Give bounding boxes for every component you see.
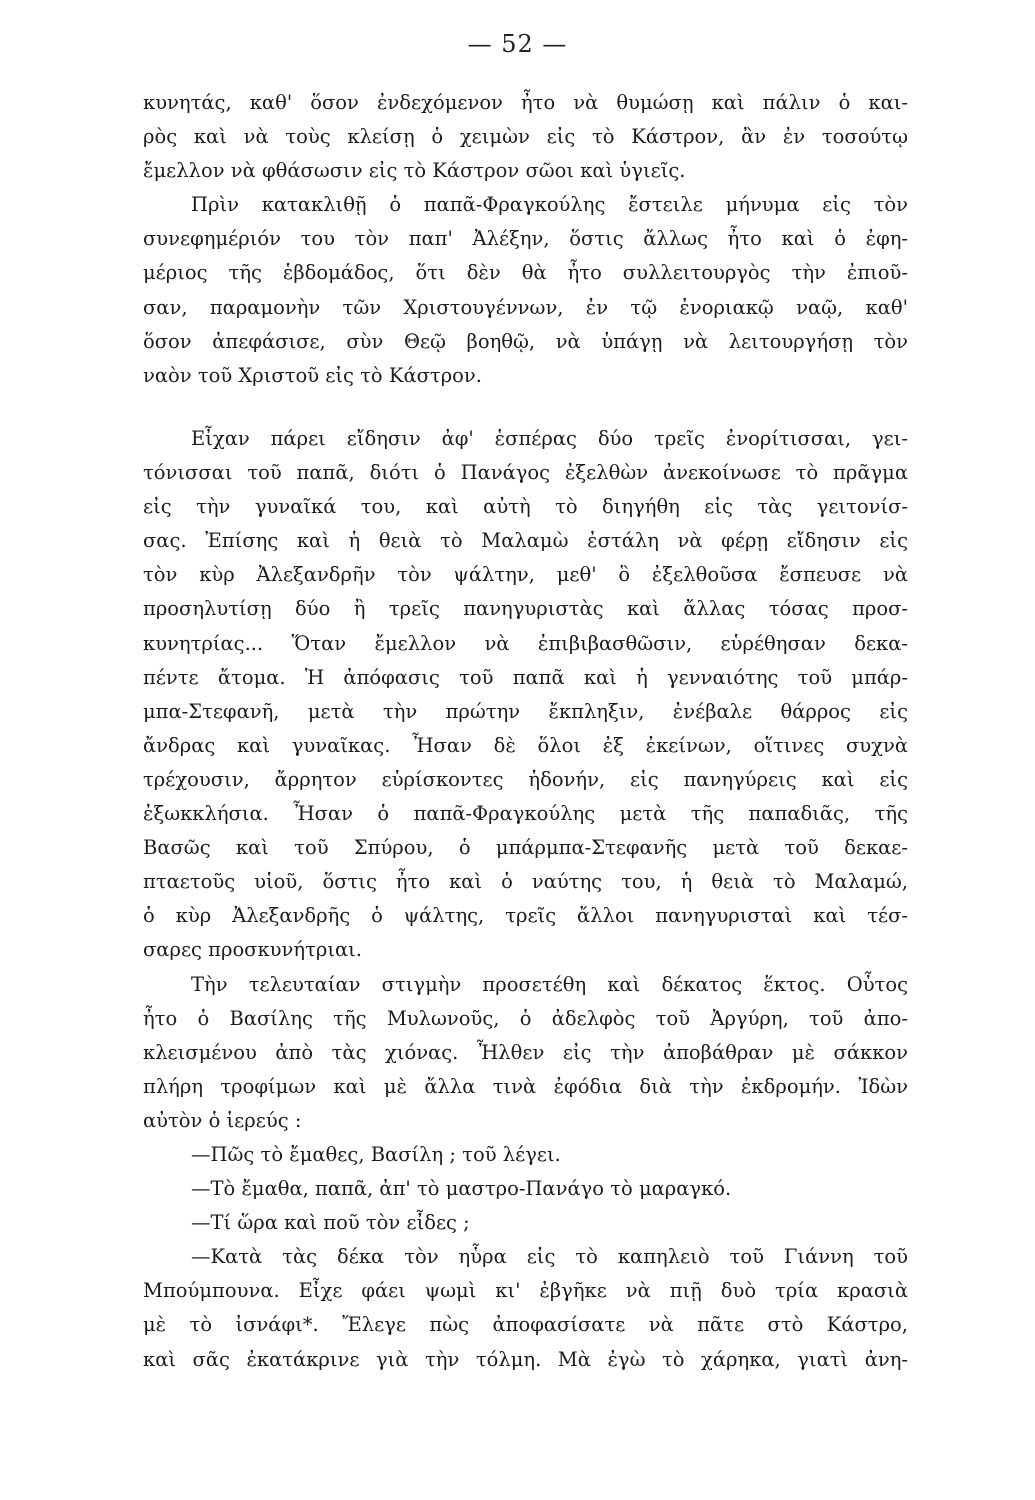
text-line: ὁ κὺρ Ἀλεξανδρῆς ὁ ψάλτης, τρεῖς ἄλλοι πανηγυρισταὶ καὶ τέσ- — [143, 904, 908, 928]
text-line: ἄνδρας καὶ γυναῖκας. Ἦσαν δὲ ὅλοι ἐξ ἐκείνων, οἵτινες συχνὰ — [143, 733, 908, 757]
text-line: ἔμελλον νὰ φθάσωσιν εἰς τὸ Κάστρον σῶοι καὶ ὑγιεῖς. — [143, 159, 686, 183]
text-line: σαρες προσκυνήτριαι. — [143, 938, 362, 962]
text-line: σαν, παραμονὴν τῶν Χριστουγέννων, ἐν τῷ ἐνοριακῷ ναῷ, καθ' — [143, 295, 908, 319]
text-line: κλεισμένου ἀπὸ τὰς χιόνας. Ἦλθεν εἰς τὴν ἀποβάθραν μὲ σάκκον — [143, 1040, 908, 1064]
dialogue-line: —Κατὰ τὰς δέκα τὸν ηὗρα εἰς τὸ καπηλειὸ τοῦ Γιάννη τοῦ — [191, 1245, 908, 1269]
text-line: προσηλυτίσῃ δύο ἢ τρεῖς πανηγυριστὰς καὶ ἄλλας τόσας προσ- — [143, 597, 908, 621]
text-line: Βασῶς καὶ τοῦ Σπύρου, ὁ μπάρμπα-Στεφανῆς μετὰ τοῦ δεκαε- — [143, 836, 908, 860]
dialogue-line: —Τί ὥρα καὶ ποῦ τὸν εἶδες ; — [191, 1211, 470, 1235]
text-line: συνεφημέριόν του τὸν παπ' Ἀλέξην, ὅστις ἄλλως ἦτο καὶ ὁ ἐφη- — [143, 227, 908, 251]
text-line: ἐξωκκλήσια. Ἦσαν ὁ παπᾶ-Φραγκούλης μετὰ τῆς παπαδιᾶς, τῆς — [143, 802, 908, 826]
text-line: Εἶχαν πάρει εἴδησιν ἀφ' ἑσπέρας δύο τρεῖς ἐνορίτισσαι, γει- — [191, 427, 908, 450]
text-line: μὲ τὸ ἰσνάφι*. Ἔλεγε πὼς ἀποφασίσατε νὰ πᾶτε στὸ Κάστρο, — [143, 1313, 908, 1337]
text-line: μέριος τῆς ἑβδομάδος, ὅτι δὲν θὰ ἦτο συλλειτουργὸς τὴν ἐπιοῦ- — [143, 261, 908, 285]
dialogue-line: —Πῶς τὸ ἔμαθες, Βασίλη ; τοῦ λέγει. — [191, 1142, 561, 1166]
text-line: κυνητάς, καθ' ὅσον ἐνδεχόμενον ἦτο νὰ θυμώσῃ καὶ πάλιν ὁ και- — [143, 91, 908, 114]
text-line: πέντε ἄτομα. Ἡ ἀπόφασις τοῦ παπᾶ καὶ ἡ γενναιότης τοῦ μπάρ- — [143, 665, 908, 689]
text-line: εἰς τὴν γυναῖκά του, καὶ αὐτὴ τὸ διηγήθη εἰς τὰς γειτονίσ- — [143, 495, 908, 519]
text-line: κυνητρίας... Ὅταν ἔμελλον νὰ ἐπιβιβασθῶσιν, εὑρέθησαν δεκα- — [143, 631, 908, 655]
text-line: ναὸν τοῦ Χριστοῦ εἰς τὸ Κάστρον. — [143, 363, 482, 387]
text-line: ἦτο ὁ Βασίλης τῆς Μυλωνοῦς, ὁ ἀδελφὸς τοῦ Ἀργύρη, τοῦ ἀπο- — [143, 1006, 908, 1030]
paragraph-block-1 — [143, 86, 908, 393]
text-line: τόνισσαι τοῦ παπᾶ, διότι ὁ Πανάγος ἐξελθὼν ἀνεκοίνωσε τὸ πρᾶγμα — [143, 461, 908, 485]
text-line: Πρὶν κατακλιθῇ ὁ παπᾶ-Φραγκούλης ἔστειλε μήνυμα εἰς τὸν — [191, 193, 908, 217]
text-line: τρέχουσιν, ἄρρητον εὑρίσκοντες ἡδονήν, εἰς πανηγύρεις καὶ εἰς — [143, 767, 908, 791]
text-line: πταετοῦς υἱοῦ, ὅστις ἦτο καὶ ὁ ναύτης του, ἡ θειὰ τὸ Μαλαμώ, — [143, 870, 908, 894]
text-line: καὶ σᾶς ἐκατάκρινε γιὰ τὴν τόλμη. Μὰ ἐγὼ τὸ χάρηκα, γιατὶ ἀνη- — [143, 1347, 908, 1371]
paragraph-block-2 — [143, 422, 908, 1377]
dialogue-line: —Τὸ ἔμαθα, παπᾶ, ἀπ' τὸ μαστρο-Πανάγο τὸ μαραγκό. — [191, 1177, 732, 1201]
text-line: ρὸς καὶ νὰ τοὺς κλείσῃ ὁ χειμὼν εἰς τὸ Κάστρον, ἂν ἐν τοσούτῳ — [143, 125, 908, 149]
text-line: ὅσον ἀπεφάσισε, σὺν Θεῷ βοηθῷ, νὰ ὑπάγῃ νὰ λειτουργήσῃ τὸν — [143, 329, 908, 353]
text-line: τὸν κὺρ Ἀλεξανδρῆν τὸν ψάλτην, μεθ' ὃ ἐξελθοῦσα ἔσπευσε νὰ — [143, 563, 908, 587]
text-line: Τὴν τελευταίαν στιγμὴν προσετέθη καὶ δέκατος ἕκτος. Οὗτος — [191, 972, 908, 996]
text-line: αὐτὸν ὁ ἱερεύς : — [143, 1108, 302, 1132]
page-number: — 52 — — [467, 30, 568, 58]
text-line: μπα-Στεφανῆ, μετὰ τὴν πρώτην ἔκπληξιν, ἐνέβαλε θάρρος εἰς — [143, 699, 908, 723]
text-line: πλήρη τροφίμων καὶ μὲ ἄλλα τινὰ ἐφόδια διὰ τὴν ἐκδρομήν. Ἰδὼν — [143, 1074, 908, 1098]
text-line: σας. Ἐπίσης καὶ ἡ θειὰ τὸ Μαλαμὼ ἐστάλη νὰ φέρῃ εἴδησιν εἰς — [143, 529, 908, 553]
text-line: Μπούμπουνα. Εἶχε φάει ψωμὶ κι' ἐβγῆκε νὰ πιῇ δυὸ τρία κρασιὰ — [143, 1279, 908, 1303]
